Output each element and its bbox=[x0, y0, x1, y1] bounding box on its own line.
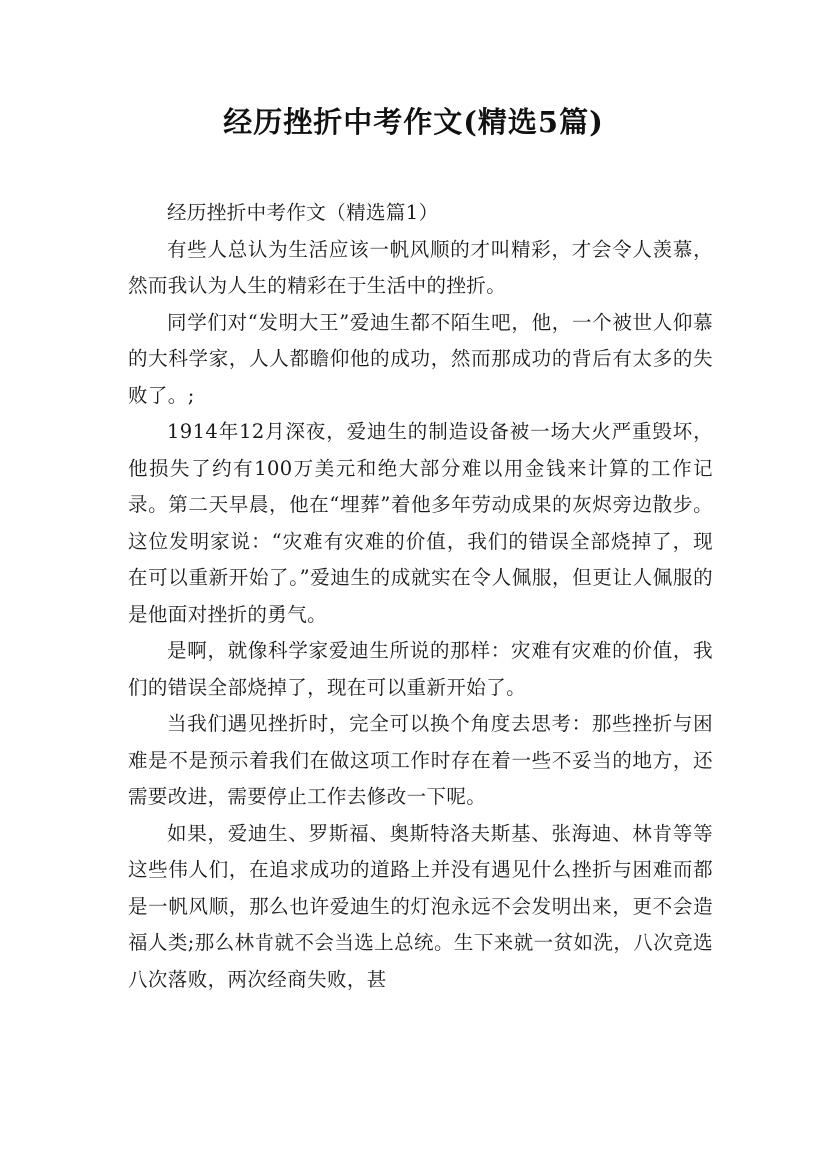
paragraph-2: 同学们对“发明大王”爱迪生都不陌生吧，他，一个被世人仰慕的大科学家，人人都瞻仰他的成功，然而那成功的背后有太多的失败了。; bbox=[128, 310, 713, 407]
paragraph-3: 1914年12月深夜，爱迪生的制造设备被一场大火严重毁坏，他损失了约有100万美元和绝大部分难以用金钱来计算的工作记录。第二天早晨，他在“埋葬”着他多年劳动成果的灰烬旁边散步。这位发明家说：“灾难有灾难的价值，我们的错误全部烧掉了，现在可以重新开始了。”爱迪生的成就实在令人佩服，但更让人佩服的是他面对挫折的勇气。 bbox=[128, 420, 713, 626]
document-body bbox=[128, 195, 713, 998]
paragraph-6: 如果，爱迪生、罗斯福、奥斯特洛夫斯基、张海迪、林肯等等这些伟人们，在追求成功的道路上并没有遇见什么挫折与困难而都是一帆风顺，那么也许爱迪生的灯泡永远不会发明出来，更不会造福人类;那么林肯就不会当选上总统。生下来就一贫如洗，八次竞选八次落败，两次经商失败，甚 bbox=[128, 821, 713, 991]
section-heading: 经历挫折中考作文（精选篇1） bbox=[167, 201, 439, 224]
paragraph-5: 当我们遇见挫折时，完全可以换个角度去思考：那些挫折与困难是不是预示着我们在做这项工作时存在着一些不妥当的地方，还需要改进，需要停止工作去修改一下呢。 bbox=[128, 712, 713, 808]
paragraph-4: 是啊，就像科学家爱迪生所说的那样：灾难有灾难的价值，我们的错误全部烧掉了，现在可以重新开始了。 bbox=[128, 639, 713, 699]
paragraph-1: 有些人总认为生活应该一帆风顺的才叫精彩，才会令人羡慕，然而我认为人生的精彩在于生活中的挫折。 bbox=[128, 237, 713, 297]
document-title: 经历挫折中考作文(精选5篇) bbox=[223, 105, 604, 139]
